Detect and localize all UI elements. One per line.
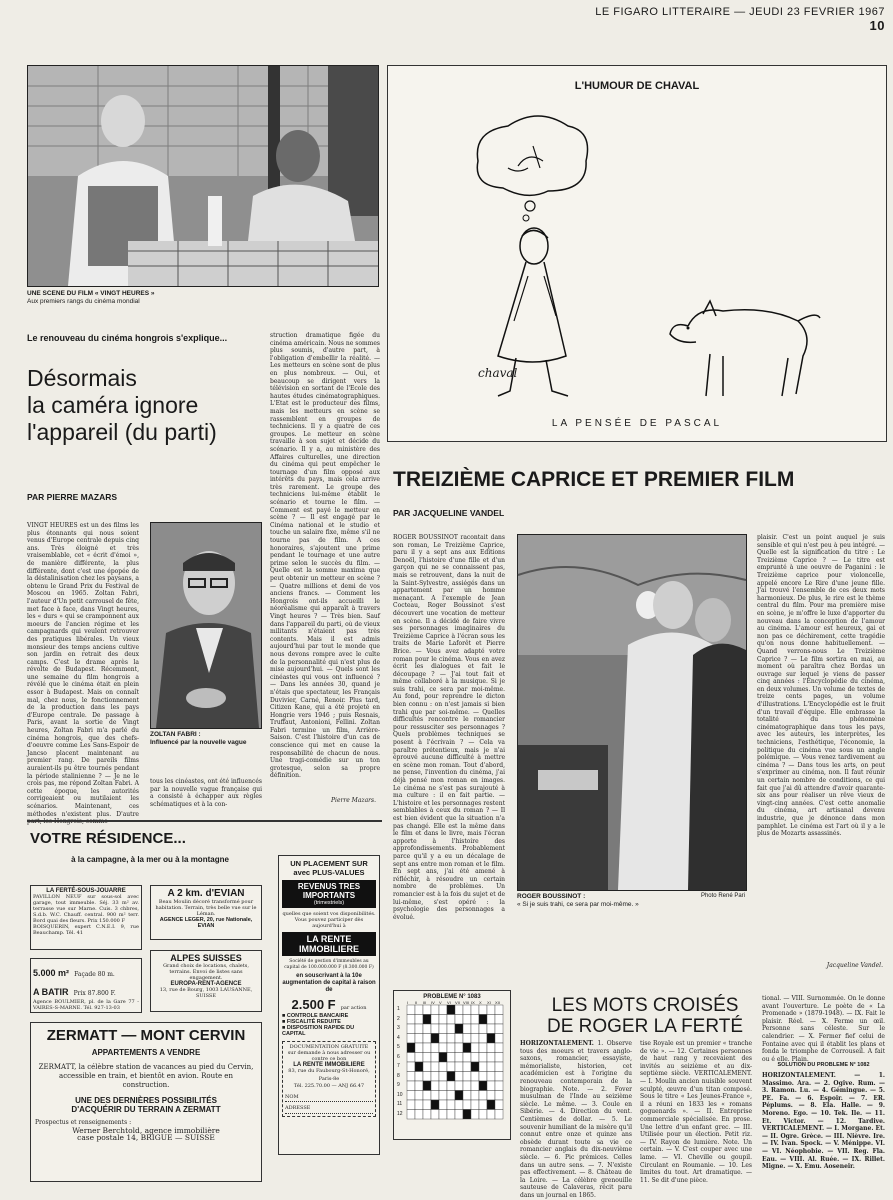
row-label: 8 <box>397 1072 400 1079</box>
crossword-cell[interactable] <box>423 1072 431 1082</box>
crossword-cell <box>471 1062 479 1072</box>
crossword-cell[interactable] <box>495 1110 503 1120</box>
ad-ferte-body: PAVILLON NEUF sur sous-sol avec garage, tout immeuble. Séj. 33 m² av. terrasse vue sur Marne. Cuis. 3 chbres, S.d.b. W.C. Chauff. central. 900 m² terr. Bord quai des fleurs. Prix 150.000 F <box>33 894 139 924</box>
crossword-cell[interactable] <box>471 1024 479 1034</box>
crossword-cell[interactable] <box>455 1110 463 1120</box>
crossword-cell <box>479 1015 487 1025</box>
boussinot-caption-name: ROGER BOUSSINOT : <box>517 893 586 900</box>
ad-rente-tel: Tél. 225.70.00 — ANJ 66.47 <box>293 1083 365 1090</box>
crossword-cell[interactable] <box>447 1110 455 1120</box>
crossword-cell[interactable] <box>407 1091 415 1101</box>
crossword-cell[interactable] <box>407 1100 415 1110</box>
crossword-cell <box>447 1005 455 1015</box>
ad-rente <box>278 855 380 1155</box>
crossword-cell[interactable] <box>463 1024 471 1034</box>
crossword-cell[interactable] <box>479 1053 487 1063</box>
boussinot-caption <box>517 893 677 909</box>
ad-rente-box: REVENUS TRES IMPORTANTS <box>297 882 361 900</box>
crossword-cell[interactable] <box>431 1081 439 1091</box>
crossword-cell[interactable] <box>431 1043 439 1053</box>
ad-rente-small: Société de gestion d'immeubles au capital de 100.000.000 F (8.300.000 F) <box>284 959 374 970</box>
crossword-cell[interactable] <box>447 1024 455 1034</box>
row-label: 5 <box>397 1044 400 1050</box>
crossword-cell[interactable] <box>431 1053 439 1063</box>
crossword-cell[interactable] <box>463 1091 471 1101</box>
row-label: 11 <box>397 1101 403 1107</box>
crossword-cell[interactable] <box>479 1005 487 1015</box>
crossword-cell[interactable] <box>439 1005 447 1015</box>
crossword-cell <box>479 1081 487 1091</box>
crossword-cell[interactable] <box>447 1081 455 1091</box>
ad-rente-box-sub: (trimestriels) <box>313 900 345 906</box>
fabri-portrait <box>150 522 262 729</box>
crossword-cell[interactable] <box>415 1024 423 1034</box>
headline-line-2: la caméra ignore <box>27 392 199 418</box>
crossword-cell[interactable] <box>407 1062 415 1072</box>
crossword-cell[interactable] <box>495 1062 503 1072</box>
crossword-cell[interactable] <box>407 1072 415 1082</box>
crossword-cell[interactable] <box>455 1072 463 1082</box>
paper-name: LE FIGARO LITTERAIRE <box>595 6 731 18</box>
crossword-cell[interactable] <box>423 1043 431 1053</box>
chaval-caption: LA PENSÉE DE PASCAL <box>551 418 723 429</box>
photo-credit: Photo René Pari <box>700 893 745 899</box>
caprice-headline: TREIZIÈME CAPRICE ET PREMIER FILM <box>393 468 795 491</box>
crossword-cell[interactable] <box>463 1034 471 1044</box>
crossword-cell[interactable] <box>431 1062 439 1072</box>
horiz-text: 1. Observe tous des moeurs et travers anglo-saxons, romancier, essayiste, mémorialiste, historien, cet académicien est à l'origine du renouveau contemporain de la biographie. Note. — 2. Fover musulman de l'Inde au seizième siècle. Le même. — 3. Coule en Sibérie. — 4. Direction du vent. Centièmes de dollar. — 5. Le souvenir humiliant de la misère qu'il connut entre onze et quinze ans obsède durant toute sa vie ce romancier anglais du dix-neuvième siècle. — 6. Pic prémices. Celles dans un autre sens. — 7. N'existe pas effectivement. — 8. Château de la Loire. — La célèbre grenouille sauteuse de Calaveras, récit paru dans un journal en 1865. <box>520 1040 632 1199</box>
crossword-grid[interactable] <box>407 1005 503 1119</box>
crossword-cell[interactable] <box>487 1024 495 1034</box>
crossword-cell <box>447 1072 455 1082</box>
ad-yerres-price: Prix 87.800 F. <box>73 990 116 997</box>
solution-text: HORIZONTALEMENT. — 1. Massimo. Ara. — 2. Ogive. Rum. — 3. Ramon. Lu. — 4. Gémingue. — 5. PE. Fa. — 6. Espoir. — 7. ER. Péplums. — 8. Ela. Halle. — 9. Moreno. Ego. — 10. Tek. Ile. — 11. Et. Victor. — 12. Tardive. VERTICALEMENT. — I. Morgane. Et. — II. Ogre. Grèce. — III. Nièvre. Ire. — IV. Ivan. Spock. — V. Ménippe. VI. — VI. Néophobie. — VII. Reg. Fla. Eau. — VIII. Al. Ruée. — IX. Rillet. Migne. — X. Emu. Aoseneir. <box>762 1072 885 1171</box>
crossword-cell[interactable] <box>455 1100 463 1110</box>
ad-alpes <box>150 950 262 1012</box>
crossword-cell[interactable] <box>431 1024 439 1034</box>
headline-line-3: l'appareil (du parti) <box>27 419 217 445</box>
crossword-cell[interactable] <box>431 1005 439 1015</box>
crossword-cell[interactable] <box>495 1043 503 1053</box>
ad-ferte-agent: BOISQUERIN, expert C.N.E.I. 9, rue Beauchamp. Tél. 41 <box>33 924 139 936</box>
crossword-cell[interactable] <box>471 1110 479 1120</box>
ad-evian <box>150 885 262 940</box>
crossword-title <box>520 995 770 1037</box>
ad-rente-coupon <box>282 1041 376 1117</box>
ad-alpes-addr: 13, rue de Bourg, 1003 LAUSANNE, SUISSE <box>159 987 253 999</box>
col-label: II <box>415 1000 418 1005</box>
ad-ferte-title: LA FERTÉ-SOUS-JOUARRE <box>46 888 126 894</box>
ad-rente-price-sub: par action <box>340 1005 367 1011</box>
crossword-cell <box>439 1053 447 1063</box>
crossword-cell[interactable] <box>423 1024 431 1034</box>
crossword-cell[interactable] <box>407 1110 415 1120</box>
col-label: IV <box>431 1000 435 1005</box>
crossword-cell[interactable] <box>471 1091 479 1101</box>
crossword-cell[interactable] <box>471 1043 479 1053</box>
row-label: 9 <box>397 1082 400 1088</box>
crossword-cell[interactable] <box>439 1091 447 1101</box>
crossword-cell[interactable] <box>455 1053 463 1063</box>
crossword-cell[interactable] <box>447 1100 455 1110</box>
row-label: 3 <box>397 1025 400 1031</box>
fabri-caption <box>150 731 260 747</box>
crossword-cell[interactable] <box>415 1100 423 1110</box>
crossword-cell[interactable] <box>479 1024 487 1034</box>
crossword-cell[interactable] <box>447 1062 455 1072</box>
crossword-cell[interactable] <box>487 1043 495 1053</box>
crossword-cell <box>423 1081 431 1091</box>
crossword-cell <box>463 1110 471 1120</box>
crossword-cell[interactable] <box>495 1100 503 1110</box>
crossword-cell[interactable] <box>439 1015 447 1025</box>
crossword-cell[interactable] <box>471 1072 479 1082</box>
ad-zermatt-title: ZERMATT — MONT CERVIN <box>46 1027 246 1044</box>
row-label: 1 <box>397 1006 400 1012</box>
crossword-cell[interactable] <box>487 1081 495 1091</box>
crossword-cell[interactable] <box>471 1081 479 1091</box>
crossword-cell[interactable] <box>423 1091 431 1101</box>
crossword-cell[interactable] <box>471 1015 479 1025</box>
ad-rente-doc: DOCUMENTATION GRATUITE sur demande à nous adresser ou contre ce bon <box>287 1044 371 1062</box>
crossword-cell[interactable] <box>495 1053 503 1063</box>
crossword-cell[interactable] <box>415 1043 423 1053</box>
crossword-cell[interactable] <box>455 1005 463 1015</box>
ads-top-rule <box>27 820 382 822</box>
crossword-cell[interactable] <box>439 1043 447 1053</box>
film-photo-caption <box>27 290 377 306</box>
crossword-cell[interactable] <box>447 1053 455 1063</box>
row-label: 2 <box>397 1015 400 1022</box>
crossword-cell[interactable] <box>487 1053 495 1063</box>
crossword-cell[interactable] <box>415 1005 423 1015</box>
crossword-cell <box>487 1100 495 1110</box>
crossword-cell[interactable] <box>447 1091 455 1101</box>
ad-zermatt-info: Prospectus et renseignements : <box>35 1119 132 1126</box>
ad-zermatt <box>30 1022 262 1182</box>
crossword-cell[interactable] <box>495 1005 503 1015</box>
crossword-cell[interactable] <box>407 1034 415 1044</box>
caption-sub: Aux premiers rangs du cinéma mondial <box>27 298 140 305</box>
ad-rente-offer: en souscrivant à la 10e augmentation de capital à raison de <box>282 973 376 993</box>
crossword-cell <box>423 1015 431 1025</box>
crossword-cell[interactable] <box>423 1110 431 1120</box>
ad-alpes-title: ALPES SUISSES <box>170 953 242 963</box>
ad-rente-form-address[interactable]: ADRESSE <box>285 1105 373 1114</box>
row-label: 4 <box>397 1034 400 1041</box>
crossword-cell[interactable] <box>479 1043 487 1053</box>
crossword-grid-box <box>393 990 511 1140</box>
crossword-cell[interactable] <box>423 1053 431 1063</box>
crossword-cell[interactable] <box>463 1005 471 1015</box>
crossword-cell[interactable] <box>463 1100 471 1110</box>
headline-line-1: Désormais <box>27 365 137 391</box>
crossword-cell[interactable] <box>487 1062 495 1072</box>
ad-rente-addr: 83, rue du Faubourg-St-Honoré, Paris-8e <box>288 1068 370 1082</box>
ad-rente-price: 2.500 F <box>291 997 336 1012</box>
chaval-title: L'HUMOUR DE CHAVAL <box>574 80 700 92</box>
col-label: X <box>479 1000 482 1005</box>
ad-yerres-agent: Agence BOULMIER, pl. de la Gare 77 - VAIRES-S-MARNE. Tél. 927-13-03 <box>33 999 139 1011</box>
crossword-cell[interactable] <box>471 1100 479 1110</box>
row-label: 12 <box>397 1110 403 1117</box>
ad-zermatt-sub: APPARTEMENTS A VENDRE <box>91 1048 201 1057</box>
crossword-cell[interactable] <box>415 1053 423 1063</box>
crossword-cell[interactable] <box>439 1110 447 1120</box>
crossword-cell[interactable] <box>447 1015 455 1025</box>
crossword-cell[interactable] <box>415 1081 423 1091</box>
crossword-cell[interactable] <box>463 1081 471 1091</box>
ad-zermatt-addr: case postale 14, BRIGUE — SUISSE <box>77 1133 215 1143</box>
crossword-cell[interactable] <box>495 1072 503 1082</box>
ad-alpes-body: Grand choix de locations, chalets, terrains. Envoi de listes sans engagement. <box>163 963 249 981</box>
crossword-cell[interactable] <box>423 1005 431 1015</box>
crossword-cell[interactable] <box>415 1034 423 1044</box>
crossword-vertical-clues: tise Royale est un premier « tranche de vie ». — 12. Certaines personnes de haut rang y recevaient des invités au seizième et au dix-septième siècle. VERTICALEMENT. — I. Moulin ancien nuisible souvent sculpté, œuvre d'un titan composé. Sous le titre « Les Jeunes-France », il a réuni en 1833 les « romans goguenards ». — II. Entreprise commerciale spécialisée. En prose. Une lettre d'un enfant grec. — III. Utilisée pour un élection. Petit riz. — IV. Rayon de lumière. Note. Un certain. — V. C'est couper avec une lame. — VI. Cheville ou goupil. Circulant en Roumanie. — 10. Les limites du tout. Art dramatique. — 11. Se dit d'une pièce. <box>640 1040 752 1184</box>
ad-zermatt-body: ZERMATT, la célèbre station de vacances au pied du Cervin, accessible en train, et bientôt en avion. Route en construction. <box>38 1063 254 1089</box>
ad-alpes-agent: EUROPA-RENT-AGENCE <box>170 981 242 987</box>
crossword-cell[interactable] <box>487 1015 495 1025</box>
article-column-2: tous les cinéastes, ont été influencés par la nouvelle vague française qui a consisté à échapper aux règles schématiques et à la con- <box>150 778 262 808</box>
ad-rente-list-1: ■ CONTROLE BANCAIRE <box>282 1013 349 1019</box>
caprice-signature: Jacqueline Vandel. <box>826 962 883 969</box>
col-label: V <box>439 1000 442 1005</box>
crossword-cell[interactable] <box>487 1091 495 1101</box>
crossword-cell[interactable] <box>471 1034 479 1044</box>
row-label: 10 <box>397 1091 403 1098</box>
crossword-cell[interactable] <box>479 1034 487 1044</box>
article-headline <box>27 365 267 446</box>
col-label: XII <box>495 1000 500 1005</box>
crossword-cell <box>407 1043 415 1053</box>
col-label: VIII <box>463 1000 470 1005</box>
crossword-cell[interactable] <box>431 1110 439 1120</box>
ad-yerres-title: A BATIR <box>33 987 69 997</box>
crossword-cell[interactable] <box>479 1110 487 1120</box>
ad-yerres-area: 5.000 m² <box>33 968 70 978</box>
crossword-cell[interactable] <box>439 1100 447 1110</box>
col-label: XI <box>487 1000 491 1005</box>
ad-rente-name: LA RENTE IMMOBILIERE <box>299 934 359 954</box>
ad-zermatt-line2: D'ACQUÉRIR DU TERRAIN A ZERMATT <box>71 1105 221 1114</box>
row-label: 6 <box>397 1053 400 1060</box>
crossword-cell[interactable] <box>463 1053 471 1063</box>
crossword-cell[interactable] <box>431 1091 439 1101</box>
col-label: III <box>423 1000 427 1005</box>
masthead: LE FIGARO LITTERAIRE — JEUDI 23 FEVRIER 1967 10 <box>595 6 885 33</box>
ad-zermatt-line1: UNE DES DERNIÈRES POSSIBILITÉS <box>75 1096 217 1105</box>
crossword-title-1: LES MOTS CROISÉS <box>551 995 739 1016</box>
caption-title: UNE SCENE DU FILM « VINGT HEURES » <box>27 290 155 297</box>
crossword-cell[interactable] <box>407 1015 415 1025</box>
ad-rente-form-name[interactable]: NOM <box>285 1094 373 1103</box>
chaval-cartoon-frame <box>387 65 887 442</box>
boussinot-photo <box>517 534 747 891</box>
solution-title: SOLUTION DU PROBLEME N° 1082 <box>777 1062 870 1068</box>
col-label: IX <box>471 1000 475 1005</box>
crossword-cell[interactable] <box>495 1081 503 1091</box>
crossword-cell[interactable] <box>455 1062 463 1072</box>
ad-yerres-body: Façade 80 m. <box>74 971 115 978</box>
crossword-cell[interactable] <box>439 1081 447 1091</box>
ad-evian-agent: AGENCE LEGER, 20, rue Nationale, EVIAN <box>159 917 253 929</box>
article-column-1: VINGT HEURES est un des films les plus étonnants qui nous soient venus d'Europe centrale depuis cinq ans. Très éloigné et très vraisemblable, cet « écrit d'émoi », de manière différente, la plus différente, dont c'est une épopée de la déstalinisation chez les paysans, a obtenu le Grand Prix du Festival de Moscou en 1965. Zoltan Fabri, l'auteur d'Un petit carrousel de fête, met face à face, dans Vingt heures, les « durs » qui se cramponnent aux moeurs de l'ancien régime et les campagnards qui veulent retrouver des pratiques libérales. Un vieux monsieur des temps anciens cultive son jardin en retrait des deux camps. C'est le drame après la révolte de Budapest. Récemment, une semaine du film hongrois a révélé que le cinéma était en plein essor à Budapest. Mais on connaît mal, chez nous, le fonctionnement de la production dans les pays d'Europe centrale. De passage à Paris, avant la sortie de Vingt heures, Zoltan Fabri m'a parlé du cinéma hongrois, que des chefs-d'oeuvre comme Les Sans-Espoir de Jancso placent maintenant au premier rang. De pareils films auraient-ils pu être tournés pendant la période stalinienne ? — Je ne le crois pas, me répond Zoltan Fabri. A cette époque, les autorités corrigeaient ou mutilaient les scénarios. Maintenant, ces méthodes n'existent plus. D'autre <box>27 522 139 818</box>
crossword-cell[interactable] <box>495 1034 503 1044</box>
crossword-cell[interactable] <box>455 1081 463 1091</box>
crossword-horizontal-clues <box>520 1040 632 1199</box>
caprice-column-1: ROGER BOUSSINOT racontait dans son roman, Le Treizième Caprice, paru il y a sept ans aux Editions Denoël, l'histoire d'une fille et d'un garçon qui ne se connaissent pas, mais se retrouvent, dans la nuit de la Saint-Sylvestre, assiégés dans un appartement par un homme menaçant. A l'exemple de Jean Cocteau, Roger Boussinot s'est découvert une vocation de metteur en scène. Il a décidé de faire vivre ses personnages imaginaires du Treizième Caprice à l'écran sous les traits de Marie Laforêt et Pierre Brice. — Vous avez adapté votre roman pour le cinéma. Vous en avez écrit les dialogues et fait le découpage ? — J'ai tout fait et même collaboré à la musique. Si je suis trahi, ce sera par moi-même. Au fond, pour reprendre le dicton bien connu : on n'est jamais si bien trahi que par soi-même. — Quelles difficultés rencontre le romancier pour ressusciter ses personnages ? Quels problèmes techniques se posent à l'écrivain ? — Cela va paraître prétentieux, mais je n'ai éprouvé aucune difficulté à mettre en scène mon roman. Tout d'abord, ne pense, l'invention du cinéma, j'ai déjà pensé mon roman en images. Le cinéma ne s'est pas surajouté à ma culture : il en fait partie. — L'histoire et les personnages restent semblables à ceux du roman ? — Il est bien évident que la situation n'a pas changé. Elle est la même dans le film et dans le livre, mais l'écran apporte à l'histoire des approfondissements. Probablement parce qu'il y a eu un décalage de sept ans entre mon roman et le film. En sept ans, j'ai été amené à réfléchir, à résoudre un certain nombre de problèmes. Un romancier est à la fois du sujet et de lui-même, s'est opéré : la psychologie des personnages a évolué. <box>393 534 505 921</box>
crossword-cell[interactable] <box>423 1034 431 1044</box>
ad-yerres <box>30 958 142 1013</box>
crossword-cell[interactable] <box>487 1072 495 1082</box>
crossword-cell <box>455 1091 463 1101</box>
crossword-cell[interactable] <box>439 1072 447 1082</box>
crossword-cell[interactable] <box>439 1062 447 1072</box>
issue-date: JEUDI 23 FEVRIER 1967 <box>749 6 885 18</box>
crossword-row-labels <box>397 1005 407 1119</box>
crossword-cell[interactable] <box>455 1015 463 1025</box>
fabri-caption-name: ZOLTAN FABRI : <box>150 731 201 738</box>
crossword-cell[interactable] <box>415 1091 423 1101</box>
chaval-signature: chaval <box>478 366 518 380</box>
crossword-cell[interactable] <box>447 1034 455 1044</box>
crossword-cell[interactable] <box>407 1053 415 1063</box>
crossword-cell[interactable] <box>479 1091 487 1101</box>
boussinot-caption-quote: « Si je suis trahi, ce sera par moi-même. » <box>517 901 639 908</box>
ad-rente-addr-name: LA RENTE IMMOBILIERE <box>293 1062 365 1068</box>
ad-rente-name-band <box>282 932 376 956</box>
crossword-cell[interactable] <box>479 1062 487 1072</box>
ad-rente-highlight <box>282 880 376 908</box>
row-label: 7 <box>397 1063 400 1069</box>
article-byline: PAR PIERRE MAZARS <box>27 492 118 502</box>
article-signature: Pierre Mazars. <box>330 797 376 804</box>
crossword-cell <box>431 1100 439 1110</box>
ad-ferte <box>30 885 142 950</box>
crossword-cell <box>455 1024 463 1034</box>
article-kicker: Le renouveau du cinéma hongrois s'explique... <box>27 333 228 343</box>
crossword-cell[interactable] <box>439 1024 447 1034</box>
crossword-cell <box>415 1062 423 1072</box>
crossword-cell[interactable] <box>423 1062 431 1072</box>
crossword-cell[interactable] <box>479 1072 487 1082</box>
crossword-cell[interactable] <box>423 1100 431 1110</box>
caprice-byline: PAR JACQUELINE VANDEL <box>393 508 505 518</box>
crossword-cell[interactable] <box>471 1005 479 1015</box>
crossword-cell[interactable] <box>439 1034 447 1044</box>
crossword-problem: PROBLEME N° 1083 <box>423 994 481 1000</box>
ad-rente-list-2: ■ FISCALITÉ REDUITE <box>282 1019 341 1025</box>
crossword-cell[interactable] <box>487 1005 495 1015</box>
crossword-cell <box>463 1043 471 1053</box>
crossword-cell[interactable] <box>495 1091 503 1101</box>
crossword-cell[interactable] <box>415 1015 423 1025</box>
col-label: I <box>407 1000 409 1005</box>
crossword-cell[interactable] <box>455 1034 463 1044</box>
crossword-cell[interactable] <box>407 1005 415 1015</box>
crossword-cell[interactable] <box>463 1072 471 1082</box>
crossword-title-2: DE ROGER LA FERTÉ <box>546 1016 744 1037</box>
crossword-cell[interactable] <box>447 1043 455 1053</box>
crossword-cell[interactable] <box>479 1100 487 1110</box>
col-label: VI <box>447 1000 451 1005</box>
crossword-cell <box>431 1034 439 1044</box>
residence-sub: à la campagne, à la mer ou à la montagne <box>71 855 229 864</box>
ad-rente-mid: quelles que soient vos disponibilités. Vous pouvez participer dès aujourd'hui à <box>282 911 376 929</box>
crossword-clues-continued: tional. — VIII. Surnommée. On le donne avant l'ouverture. Le poète de « La Promenade » (1879-1948). — IX. Fait le plaisir. Réel. — X. Ferme un œil. Personne sans céleste. Sur le calendrier. — X. Fermer fief celui de Fontaine avec qui il établit les plans et fonda le triomphe de Corrouseil. A fait ou é elle. Plain. <box>762 995 885 1063</box>
crossword-cell[interactable] <box>463 1062 471 1072</box>
crossword-cell[interactable] <box>431 1072 439 1082</box>
crossword-cell[interactable] <box>415 1110 423 1120</box>
chaval-drawing <box>448 106 828 406</box>
crossword-cell[interactable] <box>463 1015 471 1025</box>
fabri-caption-sub: Influencé par la nouvelle vague <box>150 739 247 746</box>
ad-evian-body: Beau Moulin décoré transformé pour habitation. Terrain, très belle vue sur le Léman. <box>155 899 257 917</box>
crossword-cell[interactable] <box>495 1015 503 1025</box>
crossword-cell[interactable] <box>407 1024 415 1034</box>
crossword-cell[interactable] <box>415 1072 423 1082</box>
page-number: 10 <box>869 18 885 33</box>
residence-title: VOTRE RÉSIDENCE... <box>30 830 186 847</box>
crossword-cell[interactable] <box>471 1053 479 1063</box>
ad-rente-top: UN PLACEMENT SUR avec PLUS-VALUES <box>290 859 368 877</box>
article-column-3: struction dramatique figée du cinéma américain. Nous ne sommes plus soumis, d'autre part, à l'obligation d'embellir la réalité. — Les metteurs en scène sont de plus en plus nombreux. — Oui, et beaucoup se dirigent vers la télévision en sortant de l'Ecole des hautes études cinématographiques. L'Etat est le producteur des films, mais les metteurs en scène se rassemblent en groupes de techniciens. Il y a quatre de ces groupes. Le metteur en scène travaille à son sujet et décide du scénario. Il y a, au ministère des Affaires culturelles, une direction du cinéma qui peut empêcher le tournage d'un film opposé aux intérêts du pays, mais cela arrive très rarement. Le groupe des techniciens lui-même établit le scénario et tourne le film. — Comment est payé le metteur en scène ? — Il est engagé par le Cinéma national et le studio et touche un salaire fixe, même s'il ne tourne pas de film. A ces honoraires, s'ajoutent une prime pendant le tournage et une autre prime selon le succès du film. — Quelle est la somme maxima que peut obtenir un metteur en scène ? — Quatre millions et demi de vos anciens francs. — Comment les Hongrois ont-ils accueilli le néoréalisme qui apparaît à travers Vingt heures ? — Très bien. Sauf dans l'appareil du parti, où de vieux militants n'étaient pas très contents. Mais il est admis aujourd'hui par tout le monde que nous devons rompre avec le culte de la personnalité qui n'est plus de mise aujourd'hui. — Quels sont les cinéastes qui vous ont influencé ? — Dans les années 30, quand je n'étais que spectateur, les Français Duvivier, Carné, Renoir. Plus tard, Citizen Kane, qui a été projeté en Hongrie vers 1946 ; puis Resnais, Truffaut, Antonioni, Fellini. Zoltan Fabri termine un film, Arrière-Saison. C'est l'histoire d'un cas de conscience qui met en cause la responsabilité de chacun de nous. Une tragi-comédie sur un ton grotesque, selon sa propre définition. <box>270 332 380 780</box>
ad-evian-title: A 2 km. d'EVIAN <box>167 888 245 899</box>
film-scene-photo <box>27 65 379 287</box>
crossword-cell[interactable] <box>407 1081 415 1091</box>
ad-rente-list-3: ■ DISPOSITION RAPIDE DU CAPITAL <box>282 1025 355 1037</box>
crossword-cell[interactable] <box>431 1015 439 1025</box>
crossword-cell[interactable] <box>455 1043 463 1053</box>
crossword-cell[interactable] <box>487 1110 495 1120</box>
horiz-label: HORIZONTALEMENT. <box>520 1040 594 1047</box>
caprice-column-2: plaisir. C'est un point auquel je suis sensible et qui n'est peu à peu intégré. — Quelle est la signification du titre : Le Treizième Caprice ? — Le titre est emprunté à une oeuvre de Paganini : le Treizième caprice pour violoncelle, appelé encore Le Rire d'une jeune fille. J'ai trouvé l'ensemble de ces deux mots harmonieux. De plus, le rire est le thème central du film. Pour ma première mise en scène, je m'offre le luxe d'apporter du nouveau dans la conception de l'amour au cinéma. L'amour est heureux, gai et non pas ce déchirement, cette tragédie qu'on nous donne habituellement. — Quand verrons-nous Le Treizième Caprice ? — Le film sortira en mai, au moment où paraîtra chez Bordas un ouvrage sur lequel je viens de passer cinq années : l'Encyclopédie du cinéma, en deux volumes. Un volume de textes de treize cents pages, un volume d'illustrations. L'Encyclopédie est le fruit d'un travail d'équipe. Elle embrasse la totalité du phénomène cinématographique dans tous les pays, avec les auteurs, les interprètes, les techniciens, l'esthétique, l'économie, la politique du cinéma vue sous un angle polémique. — Vous venez tardivement au cinéma ? — Dans tous les arts, on peut s'exprimer au cinéma, non. Il faut réunir un certain nombre de conditions, ce qui fait que j'ai dû attendre d'avoir quarante-six ans pour réaliser un rêve vieux de vingt-cinq années. C'est cette anomalie du cinéma, art artisanal devenu industrie, que je dénonce dans mon pamphlet. Le cinéma est l'art où il y a le plus de Mozarts assassinés. <box>757 534 885 838</box>
crossword-cell <box>487 1034 495 1044</box>
col-label: VII <box>455 1000 460 1005</box>
crossword-cell[interactable] <box>495 1024 503 1034</box>
ad-zermatt-agent: Werner Berchtold, agence immobilière <box>72 1125 220 1135</box>
